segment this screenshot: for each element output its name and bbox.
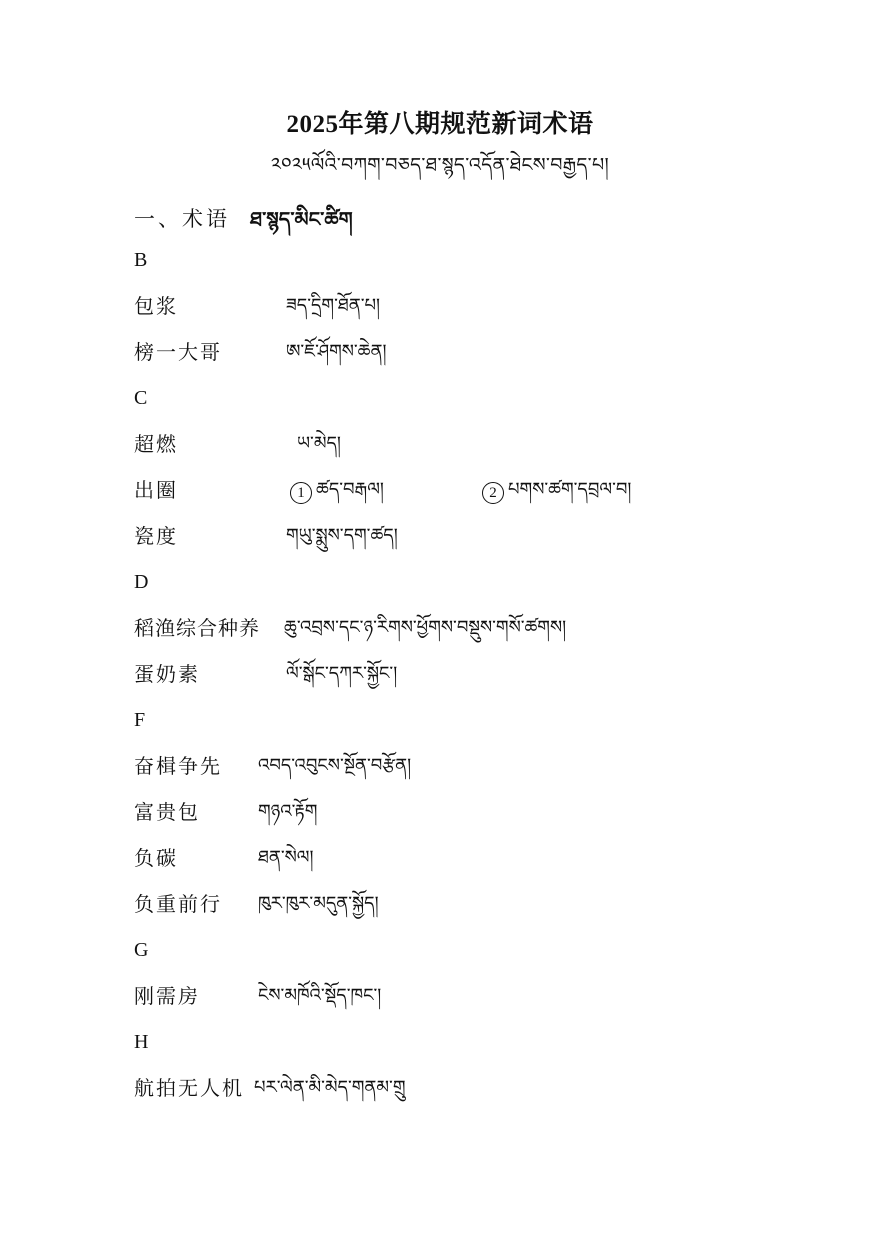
entry-term: 蛋奶素 (134, 662, 200, 686)
entry-sense-1: 1 ཚད་བརྒལ། (290, 473, 384, 507)
entry-translation: ཟད་དྲིག་ཐོན་པ། (286, 295, 381, 316)
entry-translation: ཨ་ཇོ་ཤོགས་ཆེན། (286, 341, 387, 362)
entry-translation: ངེས་མཁོའི་སྡོད་ཁང་། (258, 985, 382, 1006)
entry-term: 负碳 (134, 846, 178, 870)
entry-translation: གཉའ་རྟོག (258, 801, 318, 822)
entry-term: 航拍无人机 (134, 1076, 244, 1100)
page-title: 2025年第八期规范新词术语 (286, 111, 594, 138)
entry-translation: ཆུ་འབྲས་དང་ཉ་རིགས་ཕྱོགས་བསྡུས་གསོ་ཚགས། (284, 617, 567, 638)
entry-term: 瓷度 (134, 524, 178, 548)
page-subtitle: ༢༠༢༥ལོའི་བཀག་བཅད་ཐ་སྙད་འདོན་ཐེངས་བརྒྱད་པ། (271, 154, 609, 176)
entry-term: 刚需房 (134, 984, 200, 1008)
entry-translation: གཡུ་སྨུས་དག་ཚད། (286, 525, 398, 546)
entry-term: 包浆 (134, 294, 178, 318)
entry-translation: འབད་འབུངས་སྔོན་བརྩོན། (258, 755, 412, 776)
entry-translation: ཁུར་ཁུར་མདུན་སྐྱོད། (258, 893, 379, 914)
entry-translation: ཐན་སེལ། (258, 847, 314, 868)
letter-heading-g: G (134, 939, 149, 961)
entry-translation: ཡ་མེད། (297, 433, 341, 454)
entry-translation: ལོ་སྒོང་དཀར་སྐྱོང་། (286, 663, 398, 684)
letter-heading-b: B (134, 249, 148, 271)
entry-term: 富贵包 (134, 800, 200, 824)
entry-term: 负重前行 (134, 892, 222, 916)
entry-term: 出圈 (134, 478, 178, 502)
circled-number-2: 2 (482, 482, 504, 504)
letter-heading-d: D (134, 571, 149, 593)
letter-heading-f: F (134, 709, 146, 731)
entry-translation: པར་ལེན་མི་མེད་གནམ་གྲུ (254, 1077, 406, 1098)
entry-term: 奋楫争先 (134, 754, 222, 778)
section-label-tibetan: ཐ་སྙད་མིང་ཚིག (250, 207, 353, 231)
entry-sense-2: 2 པགས་ཚག་དབྲལ་བ། (482, 473, 631, 507)
section-label-chinese: 一、术语 (134, 207, 230, 231)
letter-heading-h: H (134, 1031, 149, 1053)
letter-heading-c: C (134, 387, 148, 409)
entry-term: 榜一大哥 (134, 340, 222, 364)
entry-term: 稻渔综合种养 (134, 616, 260, 640)
entry-term: 超燃 (134, 432, 178, 456)
section-heading (134, 197, 353, 253)
circled-number-1: 1 (290, 482, 312, 504)
